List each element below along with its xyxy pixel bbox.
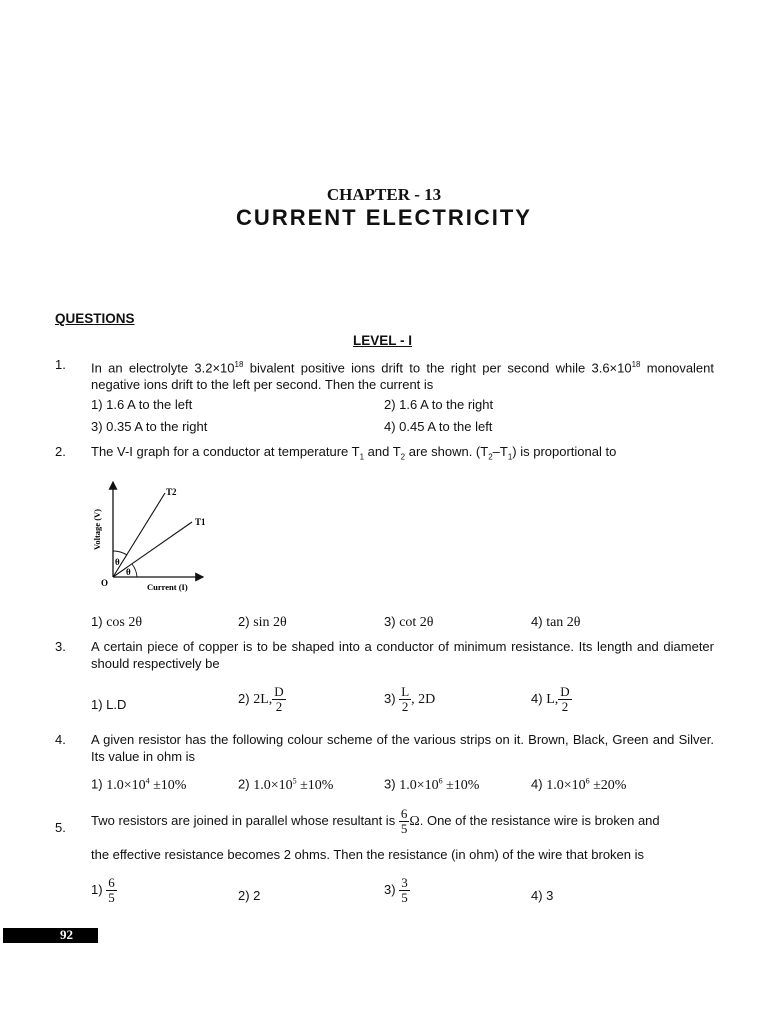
q4-option-2 [238,776,333,794]
question-5-line-2: the effective resistance becomes 2 ohms. Then the resistance (in ohm) of the wire that broken is [91,847,645,862]
q2-text-c: are shown. (T [405,444,489,459]
fraction-denominator: 2 [399,699,411,714]
q4-option-3-exp: 6 [438,776,443,785]
q2-option-3-num: 3) [384,614,396,629]
q3-option-2 [238,685,286,714]
question-2-number: 2. [55,444,66,459]
chapter-label: CHAPTER - 13 [326,185,442,204]
q3-option-3 [384,685,435,714]
q2-option-4 [531,614,581,631]
q5-option-3-num: 3) [384,881,396,897]
q5-option-3 [384,876,410,905]
vi-graph [85,478,215,598]
q3-option-2-fraction [272,685,285,714]
fraction-numerator: D [560,684,570,699]
q5-omega: Ω [409,813,420,829]
q5-option-2: 2) 2 [238,888,261,903]
q4-option-4-base: 1.0×10 [546,777,586,793]
q2-text-e: ) is proportional to [512,444,617,459]
q2-option-3-value: cot 2θ [399,615,434,630]
q2-option-4-value: tan 2θ [546,615,581,630]
q2-option-1 [91,614,142,631]
fraction-numerator: D [274,684,284,699]
y-axis-label: Voltage (V) [92,509,102,550]
q3-option-4-num: 4) [531,690,543,706]
q2-option-1-value: cos 2θ [106,615,143,630]
q2-sub-2: 2 [400,452,406,462]
question-1-text [91,357,714,393]
q4-option-4-value [546,778,626,793]
angle-arc-y [113,551,127,555]
q3-option-2-pre: 2L, [253,691,273,707]
q2-sub-3: 2 [488,452,493,462]
q4-option-2-exp: 5 [292,776,297,785]
q2-text-d: –T [492,444,508,459]
q3-option-3-fraction [399,685,411,714]
fraction-denominator: 2 [558,699,571,714]
q4-option-2-value [253,778,333,793]
q1-text-c: monovalent negative ions drift to the left per second. Then the current is [91,360,715,392]
q4-option-1-value [106,778,186,793]
q1-option-1: 1) 1.6 A to the left [91,397,193,412]
fraction-numerator: 3 [401,875,408,890]
q1-option-3: 3) 0.35 A to the right [91,419,208,434]
q4-option-3-base: 1.0×10 [399,777,439,793]
q4-option-4-exp: 6 [585,776,590,785]
fraction-numerator: 6 [108,875,115,890]
origin-label: O [101,578,109,588]
q4-option-1-base: 1.0×10 [106,777,146,793]
q2-option-4-num: 4) [531,614,543,629]
q1-exp-a: 18 [234,360,244,369]
q4-option-2-num: 2) [238,776,250,792]
chapter-title: CURRENT ELECTRICITY [236,205,532,230]
q5-option-4: 4) 3 [531,888,554,903]
q2-option-2-value: sin 2θ [253,615,287,630]
q5-text-b: . One of the resistance wire is broken and [419,812,660,828]
fraction-numerator: L [401,684,410,699]
level-heading: LEVEL - I [353,333,413,348]
q5-text-a: Two resistors are joined in parallel whose resultant is [91,812,396,828]
question-5-line-1 [91,807,714,836]
q2-option-3 [384,614,434,631]
q3-option-1: 1) L.D [91,697,127,712]
q4-option-4-tol: ±20% [589,777,627,793]
q1-option-2: 2) 1.6 A to the right [384,397,494,412]
t2-label: T2 [166,487,177,497]
q1-text-b: bivalent positive ions drift to the right per second while 3.6×10 [243,360,632,376]
question-2-text [91,444,714,466]
q4-option-1 [91,776,186,794]
q4-option-3-num: 3) [384,776,396,792]
q2-text-b: and T [364,444,401,459]
page-number: 92 [60,927,73,942]
q5-option-1-fraction [106,876,117,905]
q2-option-1-num: 1) [91,614,103,629]
q5-option-3-fraction [399,876,410,905]
q3-option-4-fraction [558,685,571,714]
q3-option-3-post: , 2D [411,691,436,707]
x-axis-label: Current (I) [147,582,188,592]
q5-resultant-fraction [399,807,410,836]
line-t1 [113,522,192,577]
line-t2 [113,493,165,577]
question-3-text: A certain piece of copper is to be shaped into a conductor of minimum resistance. Its length and diameter should respectively be [91,639,714,671]
question-5-number: 5. [55,820,66,835]
q1-option-4: 4) 0.45 A to the left [384,419,493,434]
q4-option-2-base: 1.0×10 [253,777,293,793]
question-4-text: A given resistor has the following colour scheme of the various strips on it. Brown, Black, Green and Silver. Its value in ohm is [91,732,714,764]
q4-option-3-value [399,778,479,793]
question-4-number: 4. [55,732,66,747]
q4-option-3 [384,776,479,794]
q1-exp-b: 18 [631,360,641,369]
q3-option-3-num: 3) [384,690,396,706]
fraction-denominator: 2 [272,699,285,714]
q4-option-4 [531,776,626,794]
q3-option-4-pre: L, [546,691,559,707]
q4-option-1-tol: ±10% [149,777,187,793]
q1-text-a: In an electrolyte 3.2×10 [91,360,235,376]
q4-option-4-num: 4) [531,776,543,792]
t1-label: T1 [195,517,206,527]
page-number-bar [3,928,98,943]
fraction-denominator: 5 [401,890,408,905]
theta-label-2: θ [126,567,131,577]
q4-option-1-num: 1) [91,776,103,792]
q2-sub-1: 1 [359,452,365,462]
q4-option-3-tol: ±10% [442,777,480,793]
q2-text-a: The V-I graph for a conductor at temperature T [91,444,360,459]
q4-option-2-tol: ±10% [296,777,334,793]
q5-option-1-num: 1) [91,881,103,897]
q2-option-2-num: 2) [238,614,250,629]
question-1-number: 1. [55,357,66,372]
q2-sub-4: 1 [507,452,513,462]
questions-heading: QUESTIONS [55,311,135,326]
theta-label-1: θ [115,557,120,567]
q2-option-2 [238,614,287,631]
question-3-number: 3. [55,639,66,654]
fraction-denominator: 5 [108,890,115,905]
q3-option-4 [531,685,572,714]
q4-option-1-exp: 4 [145,776,150,785]
q5-option-1 [91,876,117,905]
q3-option-2-num: 2) [238,690,250,706]
angle-arc-x [132,564,137,577]
fraction-numerator: 6 [400,806,408,821]
fraction-denominator: 5 [400,821,408,836]
